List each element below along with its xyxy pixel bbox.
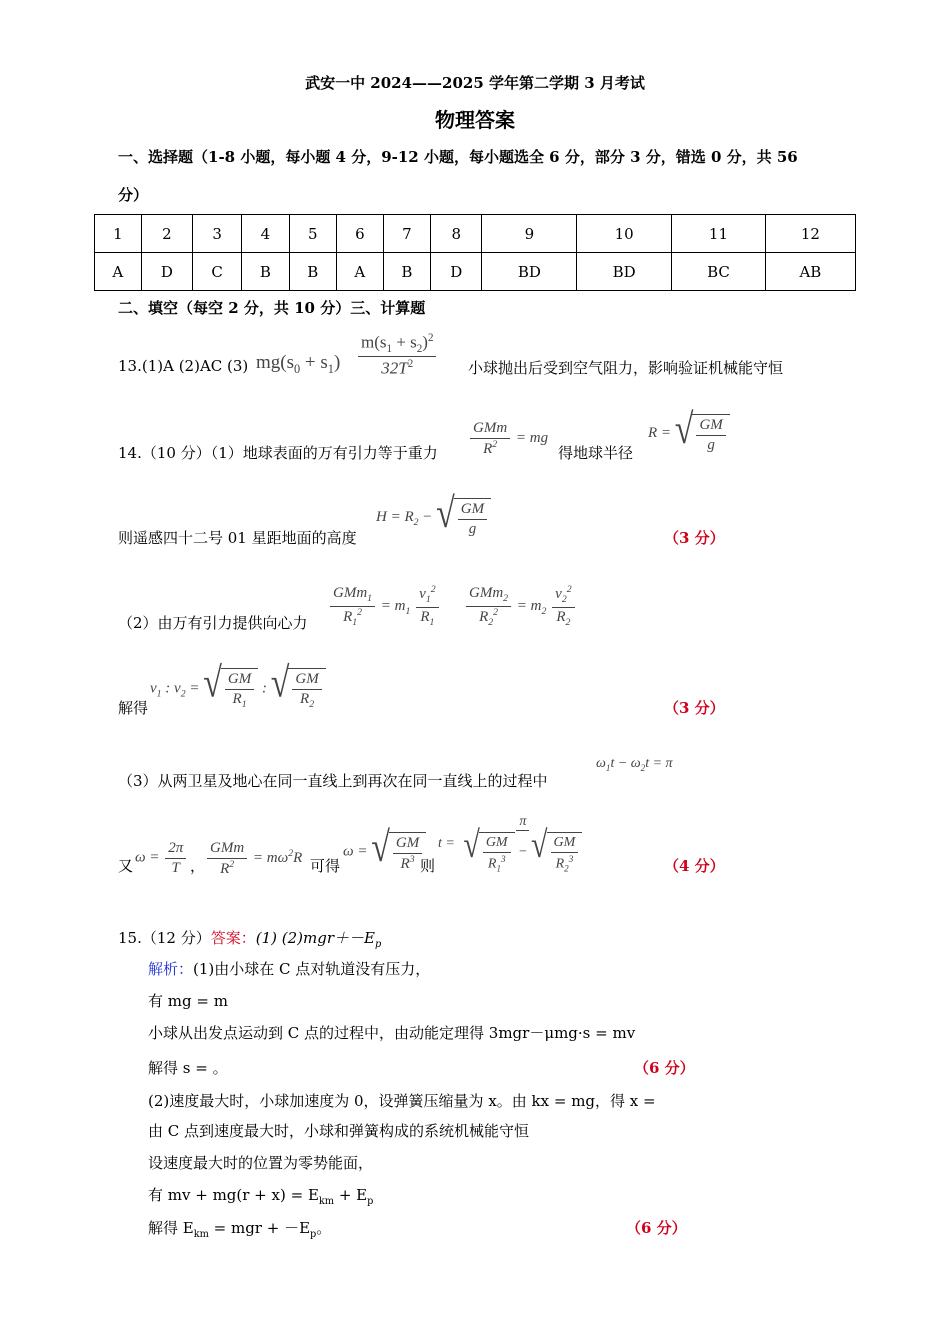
q14-velocity-ratio: $v_1$ : $v_2$ = √ $\frac{GM}{R_1}$ : √ $\frac{GM}{R_2}$ [150, 668, 326, 710]
section1-heading-line1: 一、选择题（1-8 小题，每小题 4 分，9-12 小题，每小题选全 6 分，部分 3 分，错选 0 分，共 56 [118, 148, 798, 166]
q14-score-2: （3 分） [664, 699, 725, 717]
q14-angle-equation: $\omega_1t - \omega_2t = \pi$ [596, 756, 673, 773]
q15-line-6: 由 C 点到速度最大时，小球和弹簧构成的系统机械能守恒 [148, 1122, 530, 1140]
q15-line-4: 解得 s = 。 [148, 1059, 228, 1077]
q14-line1-text: 14.（10 分）（1）地球表面的万有引力等于重力 [118, 444, 438, 462]
q14-omega-equation: $\frac{\text{GMm}}{R^2}$ = $m\omega^2R$ [205, 840, 302, 877]
q15-line-8-a: 有 mv + mg(r + x) = E [148, 1186, 319, 1204]
q15-line-3: 小球从出发点运动到 C 点的过程中，由动能定理得 3mgr－μmg·s = mv [148, 1024, 636, 1042]
q15-line-8-sub1: km [318, 1196, 335, 1207]
q15-answer-label: 答案： [210, 929, 256, 947]
q14-score-1: （3 分） [664, 529, 725, 547]
q15-line-2: 有 mg = m [148, 992, 228, 1010]
q13-formula-energy: $mg(s_0 + s_1)$ [256, 352, 341, 376]
question-number-cell: 8 [431, 215, 482, 253]
q15-line-8-sub2: p [367, 1196, 374, 1207]
q14-radius-formula: R = √ $\frac{GM}{g}$ [648, 414, 730, 453]
answer-table-answer-row [95, 253, 856, 291]
q14-line5-text: （3）从两卫星及地心在同一直线上到再次在同一直线上的过程中 [118, 772, 548, 790]
q15-answer-sub: p [374, 939, 382, 950]
document-title: 物理答案 [435, 108, 515, 132]
q14-time-formula: t = π √ $\frac{GM}{R_1^3}$ − √ $\frac{GM}{R_2^3}$ [438, 814, 587, 873]
section1-heading-line2: 分） [118, 186, 149, 204]
q14-line3-text: （2）由万有引力提供向心力 [118, 614, 308, 632]
question-number-cell: 11 [672, 215, 766, 253]
q14-centripetal-equation-2: $\frac{GMm_2}{R_2^2}$ = $m_2$ $\frac{v_2^2}{R_2}$ [464, 585, 577, 628]
q14-centripetal-equation-1: $\frac{GMm_1}{R_1^2}$ = $m_1$ $\frac{v_1^2}{R_1}$ [328, 585, 441, 628]
question-number-cell: 2 [141, 215, 192, 253]
q15-answer-line [118, 927, 381, 950]
q13-formula-kinetic: $\frac{m(s_1 + s_2)^2}{32T^2}$ [356, 332, 438, 379]
answer-table-number-row [95, 215, 856, 253]
q15-line-9-mid: = mgr + －E [208, 1219, 311, 1237]
q15-line-9-a: 解得 E [148, 1219, 194, 1237]
answer-cell: A [95, 253, 142, 291]
q13-prefix: 13.(1)A (2)AC (3) [118, 357, 249, 375]
q15-score-1: （6 分） [634, 1059, 695, 1077]
q14-line6-c: 可得 [310, 857, 341, 875]
q14-line6-a: 又 [118, 857, 134, 875]
q14-height-formula: $H = R_2$ − √ $\frac{GM}{g}$ [376, 498, 491, 537]
answer-cell: B [289, 253, 336, 291]
question-number-cell: 9 [482, 215, 577, 253]
answer-cell: C [193, 253, 242, 291]
answer-table [94, 214, 856, 291]
q14-omega-definition: ω = $\frac{2\pi}{T}$ [135, 840, 188, 876]
question-number-cell: 4 [242, 215, 289, 253]
q14-line6-d: 则 [420, 857, 436, 875]
q14-line4-text: 解得 [118, 699, 149, 717]
q14-line2-text: 则遥感四十二号 01 星距地面的高度 [118, 529, 357, 547]
question-number-cell: 6 [337, 215, 384, 253]
q15-line-7: 设速度最大时的位置为零势能面， [148, 1154, 374, 1172]
question-number-cell: 10 [577, 215, 672, 253]
section2-heading: 二、填空（每空 2 分，共 10 分）三、计算题 [118, 299, 426, 317]
q15-line-9-end: 。 [316, 1219, 332, 1237]
q13-comment: 小球抛出后受到空气阻力，影响验证机械能守恒 [468, 359, 784, 377]
question-number-cell: 12 [765, 215, 855, 253]
q14-line6-b: ， [190, 857, 206, 875]
question-number-cell: 3 [193, 215, 242, 253]
q15-line-9-sub1: km [193, 1229, 209, 1240]
answer-cell: B [383, 253, 430, 291]
answer-cell: BD [577, 253, 672, 291]
q15-line-9 [148, 1217, 331, 1240]
question-number-cell: 5 [289, 215, 336, 253]
question-number-cell: 1 [95, 215, 142, 253]
q15-head: 15.（12 分） [118, 929, 211, 947]
q14-omega-result: ω = √ $\frac{GM}{R^3}$ [343, 832, 426, 872]
answer-cell: AB [765, 253, 855, 291]
question-number-cell: 7 [383, 215, 430, 253]
q15-line-8-mid: + E [334, 1186, 368, 1204]
answer-cell: BC [672, 253, 766, 291]
q15-score-2: （6 分） [626, 1219, 687, 1237]
q14-gravity-equation: $\frac{\text{GMm}}{R^2}$ = mg [468, 420, 548, 457]
exam-title: 武安一中 2024——2025 学年第二学期 3 月考试 [305, 74, 645, 92]
q15-answer-text: (1) (2)mgr＋－E [255, 929, 375, 947]
answer-cell: BD [482, 253, 577, 291]
q14-score-3: （4 分） [664, 857, 725, 875]
q15-analysis-label: 解析： [148, 960, 194, 978]
answer-cell: D [431, 253, 482, 291]
q15-line-5: (2)速度最大时，小球加速度为 0，设弹簧压缩量为 x。由 kx = mg，得 x = [148, 1092, 656, 1110]
q15-line-9-sub2: p [310, 1229, 317, 1240]
q15-line-8 [148, 1184, 373, 1207]
answer-cell: A [337, 253, 384, 291]
q15-analysis-line [148, 958, 430, 979]
answer-cell: D [141, 253, 192, 291]
q15-analysis-1: (1)由小球在 C 点对轨道没有压力， [193, 960, 431, 978]
q14-line1-mid: 得地球半径 [558, 444, 634, 462]
answer-cell: B [242, 253, 289, 291]
